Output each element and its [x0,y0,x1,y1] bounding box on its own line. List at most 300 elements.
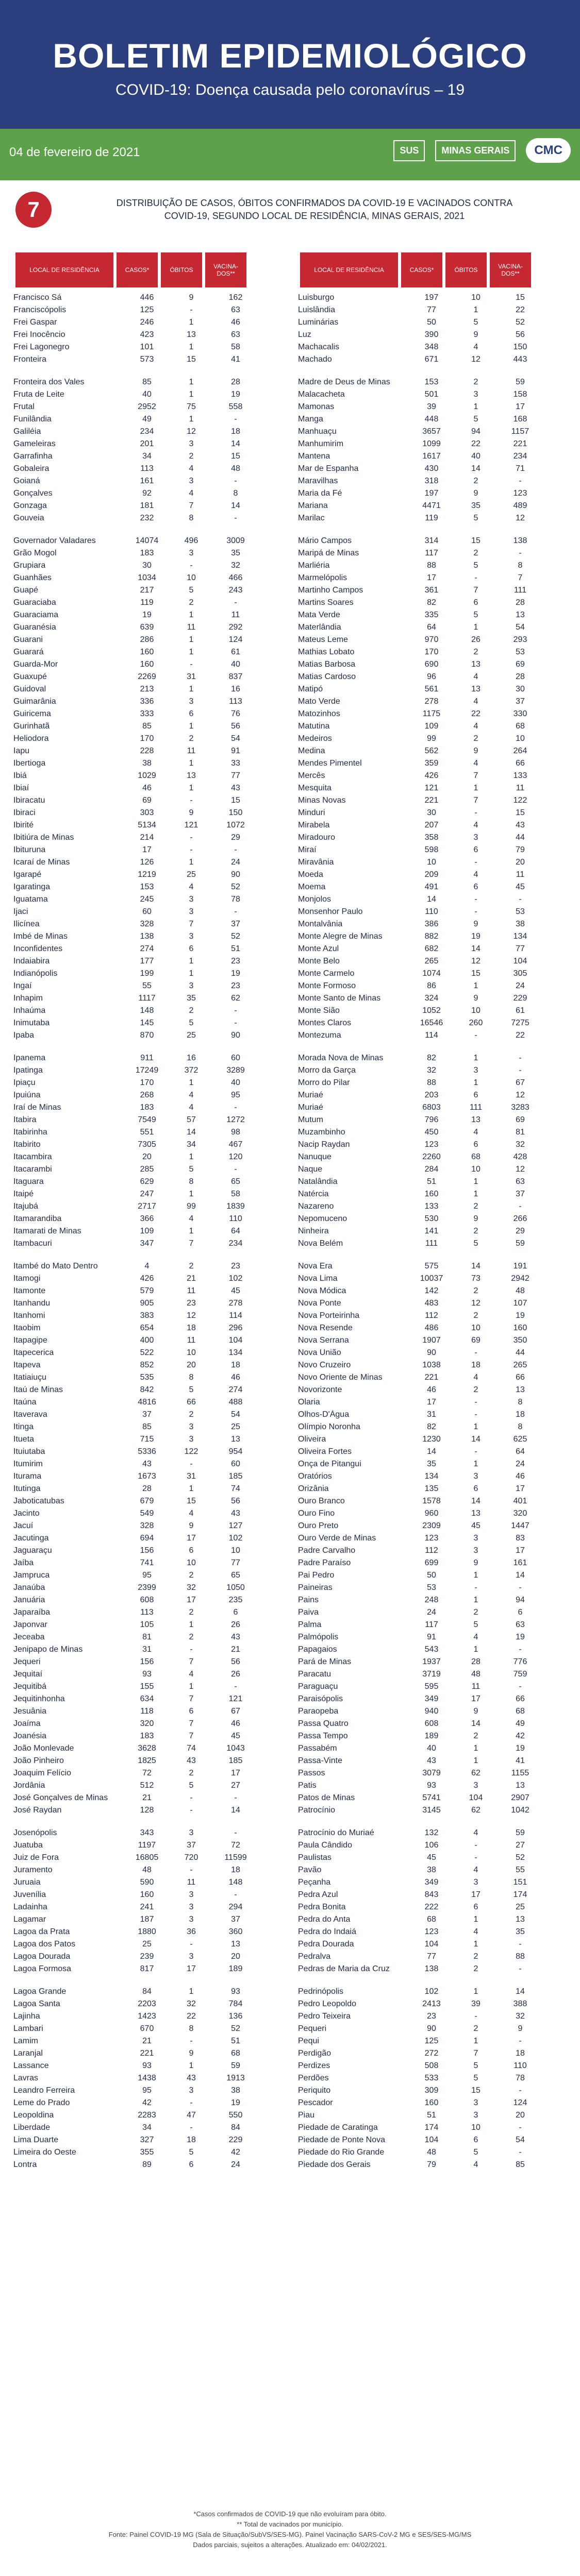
municipality-table [10,252,570,2509]
header-vacinados: VACINA-DOS** [490,252,531,287]
table-row [295,2072,569,2084]
table-row [295,475,569,487]
cell-casos: 53 [427,1583,436,1592]
table-row [10,572,285,584]
cell-vacinados: 58 [231,343,240,351]
cell-local: Funilândia [13,415,52,423]
cell-obitos: 3 [473,1546,478,1555]
table-row [10,1225,285,1238]
cell-vacinados: 56 [231,722,240,731]
cell-local: Passa Tempo [298,1732,348,1740]
cell-vacinados: 294 [228,1903,243,1911]
cell-local: Moeda [298,870,323,879]
cell-casos: 5336 [138,1447,156,1456]
cell-casos: 336 [140,697,154,706]
table-row [295,1017,569,1029]
cell-casos: 327 [140,2136,154,2144]
cell-vacinados: 11 [231,611,240,619]
cell-local: Muzambinho [298,1128,345,1137]
cell-obitos: 372 [184,1066,198,1075]
cell-casos: 123 [424,1534,439,1543]
cell-vacinados: 53 [516,907,525,916]
cell-local: Matozinhos [298,709,340,718]
cell-vacinados: 18 [231,427,240,436]
table-row [295,770,569,782]
cell-obitos: 10 [471,1006,480,1015]
cell-local: Jacuí [13,1521,34,1530]
cell-casos: 508 [424,2061,439,2070]
cell-vacinados: 90 [231,1031,240,1040]
cell-obitos: 14 [471,1719,480,1728]
cell-local: Orizânia [298,1484,329,1493]
cell-obitos: 3 [473,1534,478,1543]
cell-vacinados: 134 [513,932,527,941]
table-row [10,1005,285,1017]
cell-obitos: 1 [473,981,478,990]
cell-local: Periquito [298,2086,331,2095]
table-row [295,1101,569,1114]
table-row [10,304,285,316]
cell-vacinados: 28 [231,378,240,386]
table-row [10,1804,285,1817]
cell-obitos: - [474,1853,477,1862]
table-row [295,329,569,341]
cell-local: Frei Inocêncio [13,330,65,339]
cell-local: Itajubá [13,1202,39,1211]
cell-vacinados: 41 [516,1756,525,1765]
cell-obitos: - [474,1398,477,1406]
cell-vacinados: 13 [516,1781,525,1790]
table-row [10,426,285,438]
cell-vacinados: - [519,2123,522,2132]
cell-casos: 16805 [135,1853,159,1862]
cell-casos: 366 [140,1214,154,1223]
cell-obitos: - [190,1866,193,1874]
cell-vacinados: 13 [231,1435,240,1444]
cell-local: Jequitaí [13,1670,43,1679]
cell-obitos: 1 [473,2037,478,2045]
table-row [10,782,285,794]
cell-local: Natalândia [298,1177,338,1186]
cell-casos: 93 [427,1781,436,1790]
cell-casos: 639 [140,623,154,632]
cell-vacinados: 13 [516,1915,525,1924]
cell-obitos: 94 [471,427,480,436]
table-row [10,1396,285,1409]
cell-vacinados: 26 [231,1670,240,1679]
cell-casos: 333 [140,709,154,718]
table-row [295,1507,569,1520]
cell-vacinados: 102 [228,1534,243,1543]
cell-local: Itaguara [13,1177,44,1186]
cell-vacinados: 1839 [226,1202,245,1211]
cell-obitos: 111 [469,1103,483,1112]
table-row [295,1409,569,1421]
cell-obitos: 2 [473,1227,478,1235]
cell-local: Itambacuri [13,1239,52,1248]
cell-obitos: 7 [473,796,478,805]
cell-local: Lamim [13,2037,39,2045]
table-row [10,1273,285,1285]
cell-casos: 448 [424,415,439,423]
cell-casos: 7549 [138,1115,156,1124]
cell-vacinados: - [519,1645,522,1654]
cell-casos: 911 [140,1054,154,1062]
cell-local: Inhapim [13,994,43,1003]
table-row [295,1064,569,1077]
table-row [295,2122,569,2134]
table-row [10,1409,285,1421]
cell-local: Lagoa Grande [13,1987,67,1996]
cell-vacinados: 15 [516,808,525,817]
cell-local: Japaraíba [13,1608,51,1617]
cell-casos: 247 [140,1190,154,1198]
cell-local: Garrafinha [13,452,53,461]
header-local-residencia: LOCAL DE RESIDÊNCIA [300,252,398,287]
cell-obitos: 22 [471,439,480,448]
cell-casos: 286 [140,635,154,644]
cell-local: Montalvânia [298,920,343,928]
cell-obitos: - [190,833,193,842]
cell-casos: 72 [142,1769,152,1777]
cell-obitos: - [190,1940,193,1948]
cell-vacinados: 94 [516,1596,525,1604]
cell-local: Paiva [298,1608,319,1617]
cell-local: Medina [298,747,325,755]
table-row [10,745,285,757]
cell-obitos: 48 [471,1670,480,1679]
cell-casos: 99 [427,734,436,743]
cell-casos: 93 [142,2061,152,2070]
cell-obitos: 14 [471,1435,480,1444]
cell-vacinados: 19 [516,1633,525,1641]
cell-casos: 183 [140,549,154,557]
table-row [295,1582,569,1594]
cell-local: Ibiá [13,771,27,780]
cell-local: João Monlevade [13,1744,74,1753]
cell-vacinados: 63 [516,1620,525,1629]
table-row [295,893,569,906]
cell-obitos: 7 [189,501,194,510]
cell-local: Novo Oriente de Minas [298,1373,383,1382]
cell-local: Miraí [298,845,317,854]
cell-vacinados: 150 [513,343,527,351]
cell-vacinados: - [234,1890,237,1899]
cell-vacinados: 350 [513,1336,527,1345]
cell-local: Monte Carmelo [298,969,355,978]
cell-obitos: 1 [189,759,194,768]
cell-vacinados: 65 [231,1177,240,1186]
cell-vacinados: 110 [513,2061,527,2070]
cell-obitos: - [190,2123,193,2132]
table-row [295,1139,569,1151]
cell-casos: 121 [424,784,439,792]
cell-obitos: 1 [189,318,194,327]
table-row [295,1804,569,1817]
cell-local: Itapeva [13,1361,41,1369]
cell-vacinados: 40 [231,660,240,669]
cell-casos: 101 [140,343,154,351]
cell-local: Ipiaçu [13,1078,36,1087]
table-row [10,1458,285,1470]
cell-obitos: 2 [189,1571,194,1580]
cell-casos: 234 [140,427,154,436]
cell-vacinados: 51 [231,944,240,953]
cell-obitos: 5 [189,1019,194,1027]
table-row [295,1913,569,1926]
table-row [295,782,569,794]
cell-casos: 69 [142,796,152,805]
cell-casos: 28 [142,1484,152,1493]
cell-obitos: 3 [189,895,194,904]
cell-casos: 155 [140,1682,154,1691]
table-row [295,1852,569,1864]
cell-vacinados: 1157 [511,427,529,436]
cell-vacinados: 61 [231,648,240,656]
cell-local: Jacutinga [13,1534,49,1543]
cell-obitos: 75 [187,402,196,411]
cell-obitos: 3 [189,697,194,706]
cell-casos: 55 [142,981,152,990]
cell-vacinados: 43 [231,1633,240,1641]
cell-local: Governador Valadares [13,536,96,545]
cell-local: Martins Soares [298,598,354,607]
table-row [10,1755,285,1767]
cell-vacinados: 46 [231,1373,240,1382]
table-row [10,844,285,856]
cell-local: Itabirito [13,1140,41,1149]
table-row [295,1594,569,1606]
cell-casos: 512 [140,1781,154,1790]
table-row [10,1238,285,1250]
cell-local: Perdizes [298,2061,330,2070]
table-row [295,584,569,597]
cell-obitos: 2 [473,1286,478,1295]
cell-vacinados: 27 [516,1841,525,1850]
cell-obitos: 18 [471,1361,480,1369]
table-row [10,1876,285,1889]
table-row [10,1483,285,1495]
cell-local: Inhaúma [13,1006,46,1015]
table-row [10,708,285,720]
cell-local: Paraguaçu [298,1682,338,1691]
table-row [295,1238,569,1250]
cell-vacinados: 54 [231,734,240,743]
cell-vacinados: 107 [513,1299,527,1308]
cell-casos: 970 [424,635,439,644]
cell-local: Pedralva [298,1952,331,1961]
cell-obitos: 1 [473,1987,478,1996]
cell-local: Inconfidentes [13,944,63,953]
cell-local: Nova União [298,1348,341,1357]
cell-vacinados: 26 [231,1620,240,1629]
cell-casos: 386 [424,920,439,928]
cell-casos: 43 [427,1756,436,1765]
table-row [295,943,569,955]
cell-vacinados: 88 [516,1952,525,1961]
cell-casos: 318 [424,477,439,485]
cell-vacinados: 3289 [226,1066,245,1075]
cell-obitos: 9 [189,2049,194,2058]
cell-obitos: 4 [473,1128,478,1137]
cell-obitos: 4 [189,1091,194,1099]
cell-vacinados: 320 [513,1509,527,1518]
cell-casos: 32 [427,1066,436,1075]
cell-casos: 104 [424,1940,439,1948]
cell-casos: 79 [427,2160,436,2169]
table-row [295,992,569,1005]
cell-casos: 3628 [138,1744,156,1753]
cell-vacinados: - [519,1202,522,1211]
table-row [10,621,285,634]
cell-local: Jequitibá [13,1682,47,1691]
table-row [10,2072,285,2084]
table-row [10,1163,285,1176]
cell-obitos: 5 [473,611,478,619]
cell-local: Pedra Bonita [298,1903,346,1911]
table-row [295,292,569,304]
cell-obitos: 1 [473,1940,478,1948]
cell-vacinados: 954 [228,1447,243,1456]
cell-local: Igaratinga [13,883,51,891]
cell-casos: 148 [140,1006,154,1015]
table-row [10,1594,285,1606]
cell-local: Monte Belo [298,957,340,965]
cell-obitos: 7 [189,1732,194,1740]
cell-obitos: 6 [189,944,194,953]
cell-local: Frei Lagonegro [13,343,70,351]
table-row [295,1631,569,1643]
cell-obitos: - [474,1841,477,1850]
cell-local: Liberdade [13,2123,51,2132]
table-row [295,1998,569,2010]
cell-local: Patrocínio [298,1806,336,1815]
cell-casos: 285 [140,1165,154,1174]
cell-obitos: 9 [189,1521,194,1530]
cell-vacinados: 46 [231,1719,240,1728]
table-title-line-2: COVID-19, SEGUNDO LOCAL DE RESIDÊNCIA, MINAS GERAIS, 2021 [164,211,465,221]
cell-obitos: 57 [187,1115,196,1124]
cell-casos: 51 [427,2111,436,2120]
table-row [295,918,569,930]
table-row [295,438,569,450]
cell-local: Mercês [298,771,325,780]
cell-local: Itabirinha [13,1128,47,1137]
cell-local: José Gonçalves de Minas [13,1793,108,1802]
cell-vacinados: 43 [231,784,240,792]
cell-local: Manhuaçu [298,427,337,436]
cell-vacinados: 60 [231,1460,240,1468]
cell-obitos: 13 [187,771,196,780]
cell-casos: 573 [140,355,154,364]
table-row [295,832,569,844]
cell-local: Grão Mogol [13,549,57,557]
cell-vacinados: 104 [228,1336,243,1345]
cell-local: Frutal [13,402,35,411]
cell-local: Gonzaga [13,501,47,510]
cell-local: Juramento [13,1866,53,1874]
cell-vacinados: 58 [231,1190,240,1198]
cell-local: Luminárias [298,318,339,327]
cell-local: Piedade do Rio Grande [298,2148,385,2157]
cell-casos: 160 [140,648,154,656]
cell-local: Mar de Espanha [298,464,359,473]
cell-casos: 349 [424,1878,439,1887]
cell-local: Guaraciaba [13,598,56,607]
cell-obitos: - [474,573,477,582]
cell-casos: 426 [424,771,439,780]
cell-casos: 715 [140,1435,154,1444]
cell-vacinados: 19 [516,1311,525,1320]
cell-local: Guarará [13,648,44,656]
cell-vacinados: 65 [231,1571,240,1580]
cell-local: Nova Era [298,1262,333,1270]
cell-local: Morro da Garça [298,1066,356,1075]
cell-vacinados: 14 [231,1806,240,1815]
cell-obitos: 1 [189,685,194,693]
cell-casos: 608 [424,1719,439,1728]
cell-obitos: 69 [471,1336,480,1345]
cell-local: Palmópolis [298,1633,339,1641]
cell-local: Ipuiúna [13,1091,41,1099]
cell-casos: 160 [424,2098,439,2107]
cell-obitos: 26 [471,635,480,644]
cell-obitos: 5 [189,1781,194,1790]
cell-obitos: 3 [189,477,194,485]
cell-vacinados: 78 [516,2074,525,2082]
table-row [10,2060,285,2072]
cell-casos: 6803 [422,1103,441,1112]
cell-vacinados: 43 [231,1509,240,1518]
cell-vacinados: 148 [228,1878,243,1887]
cell-casos: 68 [427,1915,436,1924]
cell-vacinados: 41 [231,355,240,364]
cell-local: Passa Quatro [298,1719,349,1728]
table-row [295,819,569,832]
cell-vacinados: - [519,1964,522,1973]
cell-casos: 90 [427,2024,436,2033]
table-row [10,353,285,366]
cell-vacinados: 6 [233,1608,238,1617]
cell-casos: 43 [142,1460,152,1468]
cell-obitos: 9 [473,747,478,755]
cell-obitos: 6 [473,845,478,854]
cell-vacinados: - [519,1054,522,1062]
cell-local: Pescador [298,2098,333,2107]
cell-obitos: 3 [189,439,194,448]
cell-local: Monte Sião [298,1006,340,1015]
cell-obitos: 7 [473,586,478,595]
cell-vacinados: 20 [516,858,525,867]
cell-casos: 153 [424,378,439,386]
cell-casos: 170 [140,1078,154,1087]
cell-local: Ibitiúra de Minas [13,833,74,842]
cell-casos: 34 [142,2123,152,2132]
table-row [10,1495,285,1507]
table-row [10,475,285,487]
cell-obitos: - [474,1031,477,1040]
table-row [10,463,285,475]
cell-local: Paula Cândido [298,1841,352,1850]
cell-local: Gameleiras [13,439,56,448]
cell-vacinados: 78 [231,895,240,904]
table-row [295,1005,569,1017]
cell-vacinados: 83 [516,1534,525,1543]
table-row [295,1718,569,1730]
cell-casos: 37 [142,1410,152,1419]
table-right-column [295,252,569,2509]
table-row [10,720,285,733]
